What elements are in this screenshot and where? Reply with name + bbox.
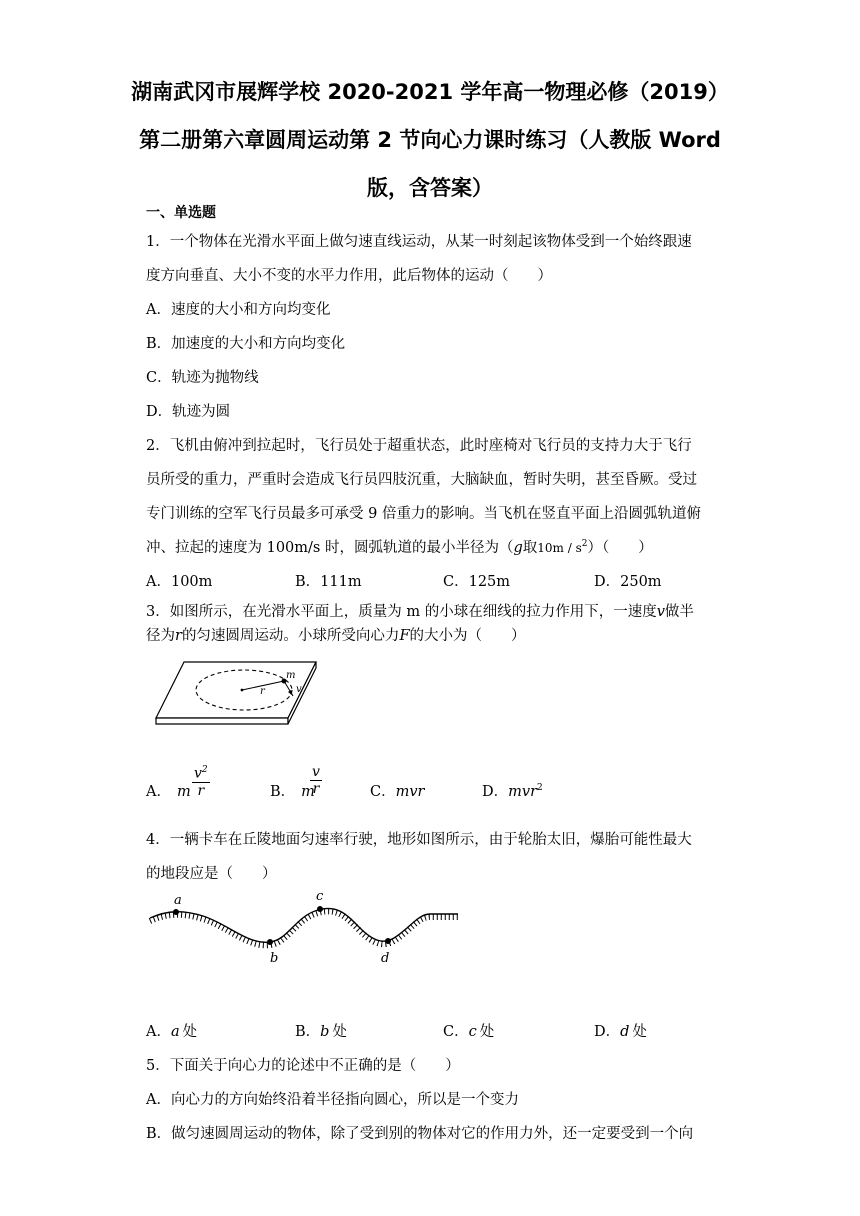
q4-option-c-letter: c [468,1024,477,1040]
q3-option-b-label: B． [270,784,296,800]
q2-g-exp: 2 [581,539,588,550]
q3-stem-line-1 [146,600,694,621]
q2-stem-line-2: 员所受的重力，严重时会造成飞行员四肢沉重，大脑缺血，暂时失明，甚至昏厥。受过 [146,472,697,488]
title-line-3: 版，含答案） [367,176,493,200]
q3-option-b-denominator: r [312,781,320,797]
q2-take: 取 [522,540,538,556]
q3-stem-b: 做半 [664,604,694,620]
q1-option-a: A．速度的大小和方向均变化 [146,302,331,318]
q2-paren: ）（ ） [587,540,653,556]
q1-option-d: D．轨迹为圆 [146,404,231,420]
fig-m-label: m [286,670,296,681]
q1-option-b: B．加速度的大小和方向均变化 [146,336,346,352]
fig-c-label: c [316,890,324,904]
q4-option-c [443,1020,494,1041]
q3-option-b-numerator: v [312,764,320,780]
q2-stem-line-4 [146,536,653,557]
q1-option-c: C．轨迹为抛物线 [146,370,259,386]
fig-v-label: v [296,684,302,695]
v-symbol: v [656,604,665,620]
q3-stem-a: 3．如图所示，在光滑水平面上，质量为 m 的小球在细线的拉力作用下，一速度 [146,604,657,620]
fig-a-label: a [174,893,182,908]
q4-option-a-letter: a [170,1024,180,1040]
q3-option-c [370,780,424,801]
q3-option-a-denominator: r [197,782,205,799]
q2-option-b: B．111m [295,574,362,590]
section-heading: 一、单选题 [146,205,216,221]
q2-g-value: 10m / s [537,541,582,555]
q3-option-a [146,780,191,801]
q3-stem-e: 的大小为（ ） [409,628,526,644]
q4-option-c-suffix: 处 [479,1024,495,1040]
q3-option-a-label: A． [146,784,171,800]
q2-stem-line-3: 专门训练的空军飞行员最多可承受 9 倍重力的影响。当飞机在竖直平面上沿圆弧轨道俯 [146,506,701,522]
q5-option-b: B．做匀速圆周运动的物体，除了受到别的物体对它的作用力外，还一定要受到一个向 [146,1126,694,1142]
q4-option-d-label: D． [594,1024,621,1040]
q3-option-b-m: m [301,784,315,800]
q3-stem-line-2 [146,624,526,645]
q1-stem-line-2: 度方向垂直、大小不变的水平力作用，此后物体的运动（ ） [146,268,552,284]
q4-option-b-suffix: 处 [332,1024,347,1040]
q4-stem-line-2: 的地段应是（ ） [146,866,277,882]
q4-option-d [594,1020,647,1041]
q4-stem-line-1: 4．一辆卡车在丘陵地面匀速率行驶，地形如图所示，由于轮胎太旧，爆胎可能性最大 [146,832,692,848]
fig-r-label: r [260,686,265,697]
q2-option-d: D．250m [594,574,662,590]
q4-option-a [146,1020,197,1041]
q3-stem-d: 的匀速圆周运动。小球所受向心力 [181,628,400,644]
q3-option-a-m: m [176,784,191,800]
q4-option-c-label: C． [443,1024,469,1040]
q3-option-d-label: D． [482,784,509,800]
q4-option-d-suffix: 处 [632,1024,647,1040]
document-title [120,68,740,212]
q3-option-d-value: mvr [508,784,538,800]
q3-option-d-exp: 2 [537,783,543,794]
q3-option-b [270,780,315,801]
q2-stem-line-1: 2．飞机由俯冲到拉起时，飞行员处于超重状态，此时座椅对飞行员的支持力大于飞行 [146,438,692,454]
q2-option-a: A．100m [146,574,213,590]
q2-stem-text: 冲、拉起的速度为 100m/s 时，圆弧轨道的最小半径为（ [146,540,514,556]
q4-option-d-letter: d [620,1024,630,1040]
q3-figure [150,660,320,730]
f-symbol: F [399,628,410,644]
q3-option-d [482,780,543,801]
q3-option-a-exp: 2 [201,765,208,775]
q2-option-c: C．125m [443,574,511,590]
title-line-2: 第二册第六章圆周运动第 2 节向心力课时练习（人教版 Word [139,128,721,152]
g-symbol: g [513,540,523,556]
q4-option-b-label: B． [295,1024,321,1040]
q3-stem-c: 径为 [146,628,175,644]
q4-option-b [295,1020,347,1041]
q5-option-a: A．向心力的方向始终沿着半径指向圆心，所以是一个变力 [146,1092,519,1108]
q3-option-c-value: mvr [395,784,425,800]
q5-stem: 5．下面关于向心力的论述中不正确的是（ ） [146,1058,460,1074]
title-line-1: 湖南武冈市展辉学校 2020-2021 学年高一物理必修（2019） [131,80,729,104]
r-symbol: r [175,628,182,644]
q3-option-c-label: C． [370,784,396,800]
fig-b-label: b [270,951,279,966]
q4-option-a-label: A． [146,1024,171,1040]
q3-option-b-fraction [310,764,322,797]
fig-d-label: d [381,951,390,966]
q4-option-b-letter: b [320,1024,330,1040]
q1-stem-line-1: 1．一个物体在光滑水平面上做匀速直线运动，从某一时刻起该物体受到一个始终跟速 [146,234,692,250]
q4-terrain-figure [148,890,460,970]
q3-option-a-numerator: v [194,765,202,782]
q4-option-a-suffix: 处 [182,1024,198,1040]
q3-option-a-fraction [192,762,210,799]
